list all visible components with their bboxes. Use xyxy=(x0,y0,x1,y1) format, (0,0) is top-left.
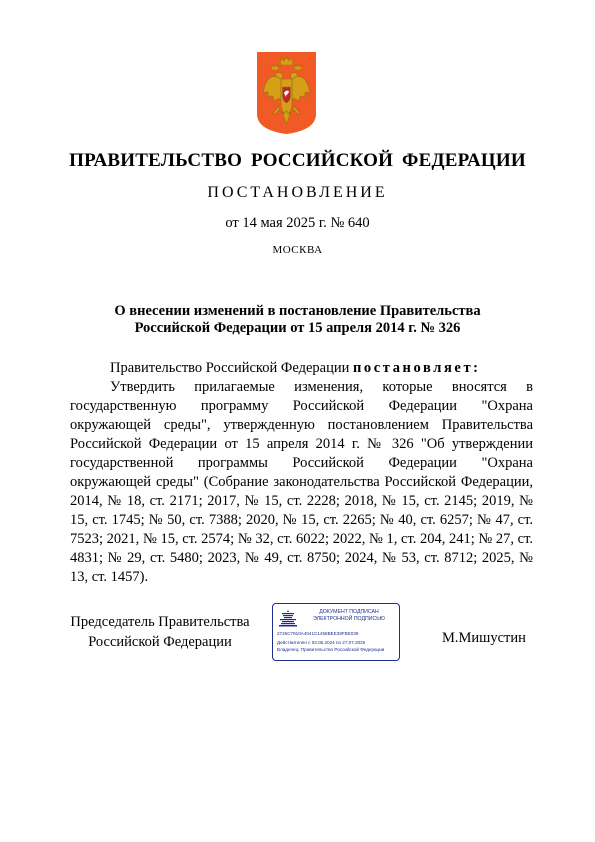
decree-lead-text: Правительство Российской Федерации xyxy=(110,360,353,376)
stamp-line-1: ДОКУМЕНТ ПОДПИСАН xyxy=(319,609,379,615)
signatory-title xyxy=(70,612,250,652)
decree-lead xyxy=(70,359,533,378)
subject-line-1: О внесении изменений в постановление Правительства xyxy=(114,303,481,319)
decree-verb: постановляет: xyxy=(352,360,481,376)
document-body xyxy=(70,359,533,587)
document-date-number: от 14 мая 2025 г. № 640 xyxy=(225,215,370,231)
signatory-title-line-1: Председатель Правительства xyxy=(70,614,250,630)
document-subject xyxy=(60,303,535,337)
stamp-line-2: ЭЛЕКТРОННОЙ ПОДПИСЬЮ xyxy=(313,616,385,622)
subject-line-2: Российской Федерации от 15 апреля 2014 г. № 326 xyxy=(134,320,461,336)
stamp-owner: Владелец: Правительство Российской Федерации xyxy=(277,647,385,652)
document-type: ПОСТАНОВЛЕНИЕ xyxy=(207,184,388,201)
signatory-title-line-2: Российской Федерации xyxy=(88,634,232,650)
government-title: ПРАВИТЕЛЬСТВО РОССИЙСКОЙ ФЕДЕРАЦИИ xyxy=(69,150,526,171)
issue-city: МОСКВА xyxy=(272,244,323,256)
coat-of-arms-icon xyxy=(257,52,316,134)
stamp-validity: Действителен с 03.05.2024 по 27.07.2025 xyxy=(277,640,366,645)
decree-paragraph: Утвердить прилагаемые изменения, которые вносятся в государственную программу Российской Федерации "Охрана окружающей среды", утвержденную постановлением Правительства Российской Федерации от 15 апреля 2014 г. № 326 "Об утверждении государственной программы Российской Федерации "Охрана окружающей среды" (Собрание законодательства Российской Федерации, 2014, № 18, ст. 2171; 2017, № 15, ст. 2228; 2018, № 15, ст. 2145; 2019, № 15, ст. 1745; № 50, ст. 7388; 2020, № 15, ст. 2265; № 40, ст. 6257; № 47, ст. 7523; 2021, № 15, ст. 2574; № 32, ст. 6022; 2022, № 1, ст. 204, 241; № 27, ст. 4831; № 29, ст. 5480; 2023, № 49, ст. 8750; 2024, № 53, ст. 8712; 2025, № 13, ст. 1457). xyxy=(70,379,533,585)
electronic-signature-stamp xyxy=(272,603,400,661)
signatory-name: М.Мишустин xyxy=(442,630,526,646)
eagle-icon xyxy=(277,608,299,628)
stamp-serial: 2726C7910A4041C1458BEE38FBE039 xyxy=(277,631,359,636)
